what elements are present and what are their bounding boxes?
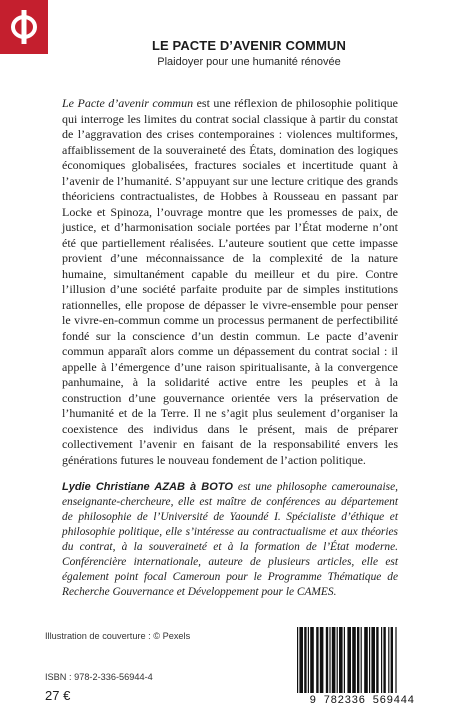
publisher-logo [0,0,48,54]
barcode-bar [320,627,324,693]
barcode-bar [361,627,362,693]
barcode-bar [329,627,330,693]
barcode-bar [316,627,318,693]
barcode-bar [326,627,328,693]
barcode-bar [381,627,382,693]
barcode-number: 9 782336 569444 [309,695,415,707]
barcode-bar [383,627,385,693]
barcode-bar [369,627,370,693]
book-title: LE PACTE D’AVENIR COMMUN [151,38,347,53]
barcode-bar [310,627,314,693]
barcode-bars [287,625,437,695]
barcode-bar [297,627,298,693]
barcode-bar [371,627,375,693]
barcode-bar [388,627,389,693]
author-bio-text: est une philosophe camerounaise, enseignante-chercheure, elle est maître de conférences au département de philosophie de l’Université de Yaoundé I. Spécialiste d’éthique et philosophie politique, elle s’intéresse au contractualisme et aux théories du contrat, à la souveraineté et à la formation de l’État moderne. Conférencière internationale, auteure de plusieurs articles, elle est également point focal Cameroun pour le Programme Thématique de Recherche Gouvernance et Développement pour le CAMES. [62,481,398,598]
barcode-bar [347,627,351,693]
barcode-bar [304,627,306,693]
barcode-bar [344,627,345,693]
summary-body: est une réflexion de philosophie politique qui interroge les limites du contrat social classique à partir du constat de l’aggravation des crises contemporaines : violences multiformes, affaiblissement de la souveraineté des États, domination des logiques économiques globalisées, fractures sociales et incertitude quant à l’avenir de l’humanité. S’appuyant sur une lecture critique des grands théoriciens contractualistes, de Hobbes à Rousseau en passant par Locke et Spinoza, l’ouvrage montre que les promesses de paix, de justice, et d’harmonisation sociale portées par l’État moderne n’ont été que partiellement réalisées. L’auteure soutient que cette impasse provient d’une méconnaissance de la complexité de la nature humaine, simultanément capable du meilleur et du pire. Contre l’illusion d’une société parfaite produite par de simples institutions rationnelles, elle propose de dépasser le vivre-ensemble pour penser le vivre-en-commun comme un processus permanent de perfectibilité fondé sur la conscience d’un destin commun. Le pacte d’avenir commun apparaît alors comme un dépassement du contrat social : il appelle à l’émergence d’une raison spiritualisante, à la convergence panhumaine, à la solidarité active entre les peuples et à la construction d’une gouvernance orientée vers la préservation de l’humanité et de la Terre. Il ne s’agit plus seulement d’organiser la coexistence des individus dans le présent, mais de préparer collectivement l’avenir en faisant de la responsabilité envers les générations futures le nouveau fondement de l’action politique. [62,96,398,467]
barcode-bar [308,627,309,693]
barcode-bar [332,627,336,693]
barcode-bar [339,627,343,693]
author-bio [62,480,398,600]
cover-credit: Illustration de couverture : © Pexels [45,631,191,641]
phi-logo-icon [0,0,48,54]
barcode-bar [352,627,356,693]
barcode-bar [364,627,368,693]
isbn: ISBN : 978-2-336-56944-4 [45,672,153,682]
barcode-bar [299,627,303,693]
price: 27 € [45,688,71,703]
barcode-bar [337,627,338,693]
barcode-bar [395,627,396,693]
barcode-bar [357,627,359,693]
summary-text [62,96,398,468]
barcode-bar [391,627,393,693]
barcode-bar [376,627,378,693]
book-subtitle: Plaidoyer pour une humanité rénovée [157,56,341,68]
barcode [287,625,437,710]
author-name: Lydie Christiane AZAB à BOTO [62,481,233,493]
summary-title-italic: Le Pacte d’avenir commun [62,96,194,110]
